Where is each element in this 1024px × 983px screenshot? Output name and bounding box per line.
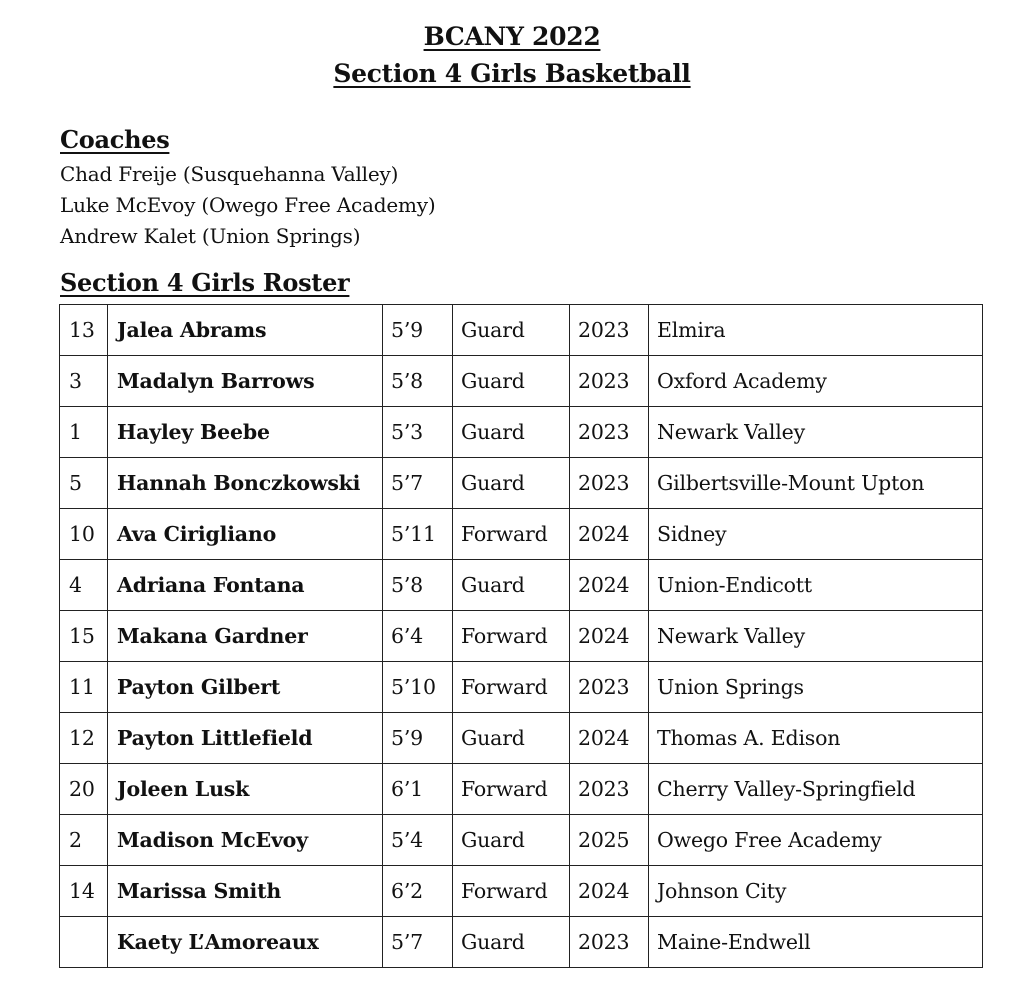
graduation-year: 2024 — [570, 560, 649, 611]
player-height: 5’9 — [383, 305, 453, 356]
table-row — [60, 866, 983, 917]
graduation-year: 2023 — [570, 764, 649, 815]
jersey-number: 20 — [60, 764, 108, 815]
document-title: BCANY 2022 — [423, 22, 601, 51]
jersey-number: 10 — [60, 509, 108, 560]
player-height: 5’7 — [383, 917, 453, 968]
player-school: Johnson City — [649, 866, 983, 917]
graduation-year: 2024 — [570, 509, 649, 560]
table-row — [60, 560, 983, 611]
graduation-year: 2023 — [570, 356, 649, 407]
player-school: Maine-Endwell — [649, 917, 983, 968]
player-name: Payton Gilbert — [108, 662, 383, 713]
player-school: Cherry Valley-Springfield — [649, 764, 983, 815]
jersey-number: 2 — [60, 815, 108, 866]
player-name: Madalyn Barrows — [108, 356, 383, 407]
player-position: Forward — [453, 866, 570, 917]
player-name: Payton Littlefield — [108, 713, 383, 764]
player-name: Hayley Beebe — [108, 407, 383, 458]
table-row — [60, 356, 983, 407]
player-name: Madison McEvoy — [108, 815, 383, 866]
graduation-year: 2023 — [570, 305, 649, 356]
table-row — [60, 509, 983, 560]
jersey-number: 12 — [60, 713, 108, 764]
player-position: Forward — [453, 764, 570, 815]
player-height: 5’3 — [383, 407, 453, 458]
player-height: 5’9 — [383, 713, 453, 764]
player-school: Union-Endicott — [649, 560, 983, 611]
roster-heading: Section 4 Girls Roster — [60, 268, 350, 297]
jersey-number: 4 — [60, 560, 108, 611]
player-name: Ava Cirigliano — [108, 509, 383, 560]
player-name: Hannah Bonczkowski — [108, 458, 383, 509]
player-school: Thomas A. Edison — [649, 713, 983, 764]
jersey-number: 11 — [60, 662, 108, 713]
player-height: 5’7 — [383, 458, 453, 509]
player-school: Elmira — [649, 305, 983, 356]
jersey-number: 5 — [60, 458, 108, 509]
player-height: 5’4 — [383, 815, 453, 866]
table-row — [60, 458, 983, 509]
coach-item: Luke McEvoy (Owego Free Academy) — [60, 193, 436, 217]
jersey-number: 13 — [60, 305, 108, 356]
player-school: Union Springs — [649, 662, 983, 713]
player-name: Adriana Fontana — [108, 560, 383, 611]
jersey-number — [60, 917, 108, 968]
player-school: Owego Free Academy — [649, 815, 983, 866]
jersey-number: 14 — [60, 866, 108, 917]
table-row — [60, 764, 983, 815]
player-height: 6’4 — [383, 611, 453, 662]
jersey-number: 3 — [60, 356, 108, 407]
player-height: 6’2 — [383, 866, 453, 917]
player-position: Forward — [453, 509, 570, 560]
player-name: Marissa Smith — [108, 866, 383, 917]
table-row — [60, 407, 983, 458]
table-row — [60, 713, 983, 764]
player-position: Guard — [453, 917, 570, 968]
player-height: 5’10 — [383, 662, 453, 713]
roster-table — [59, 304, 983, 968]
player-school: Gilbertsville-Mount Upton — [649, 458, 983, 509]
player-school: Newark Valley — [649, 611, 983, 662]
graduation-year: 2024 — [570, 866, 649, 917]
player-position: Guard — [453, 458, 570, 509]
coach-list — [60, 160, 435, 253]
coach-item: Andrew Kalet (Union Springs) — [60, 224, 361, 248]
graduation-year: 2024 — [570, 713, 649, 764]
document-subtitle: Section 4 Girls Basketball — [333, 59, 691, 88]
player-position: Guard — [453, 713, 570, 764]
graduation-year: 2023 — [570, 407, 649, 458]
table-row — [60, 611, 983, 662]
coach-item: Chad Freije (Susquehanna Valley) — [60, 162, 399, 186]
player-position: Guard — [453, 356, 570, 407]
table-row — [60, 917, 983, 968]
player-name: Joleen Lusk — [108, 764, 383, 815]
graduation-year: 2023 — [570, 917, 649, 968]
table-row — [60, 305, 983, 356]
player-school: Sidney — [649, 509, 983, 560]
table-row — [60, 815, 983, 866]
jersey-number: 1 — [60, 407, 108, 458]
player-height: 5’8 — [383, 560, 453, 611]
player-school: Oxford Academy — [649, 356, 983, 407]
player-name: Jalea Abrams — [108, 305, 383, 356]
player-position: Forward — [453, 611, 570, 662]
graduation-year: 2024 — [570, 611, 649, 662]
player-position: Guard — [453, 305, 570, 356]
jersey-number: 15 — [60, 611, 108, 662]
player-name: Makana Gardner — [108, 611, 383, 662]
graduation-year: 2023 — [570, 662, 649, 713]
player-height: 6’1 — [383, 764, 453, 815]
player-position: Forward — [453, 662, 570, 713]
player-school: Newark Valley — [649, 407, 983, 458]
player-height: 5’11 — [383, 509, 453, 560]
player-position: Guard — [453, 407, 570, 458]
player-position: Guard — [453, 560, 570, 611]
player-position: Guard — [453, 815, 570, 866]
player-name: Kaety L’Amoreaux — [108, 917, 383, 968]
table-row — [60, 662, 983, 713]
graduation-year: 2025 — [570, 815, 649, 866]
coaches-heading: Coaches — [60, 125, 170, 154]
player-height: 5’8 — [383, 356, 453, 407]
graduation-year: 2023 — [570, 458, 649, 509]
